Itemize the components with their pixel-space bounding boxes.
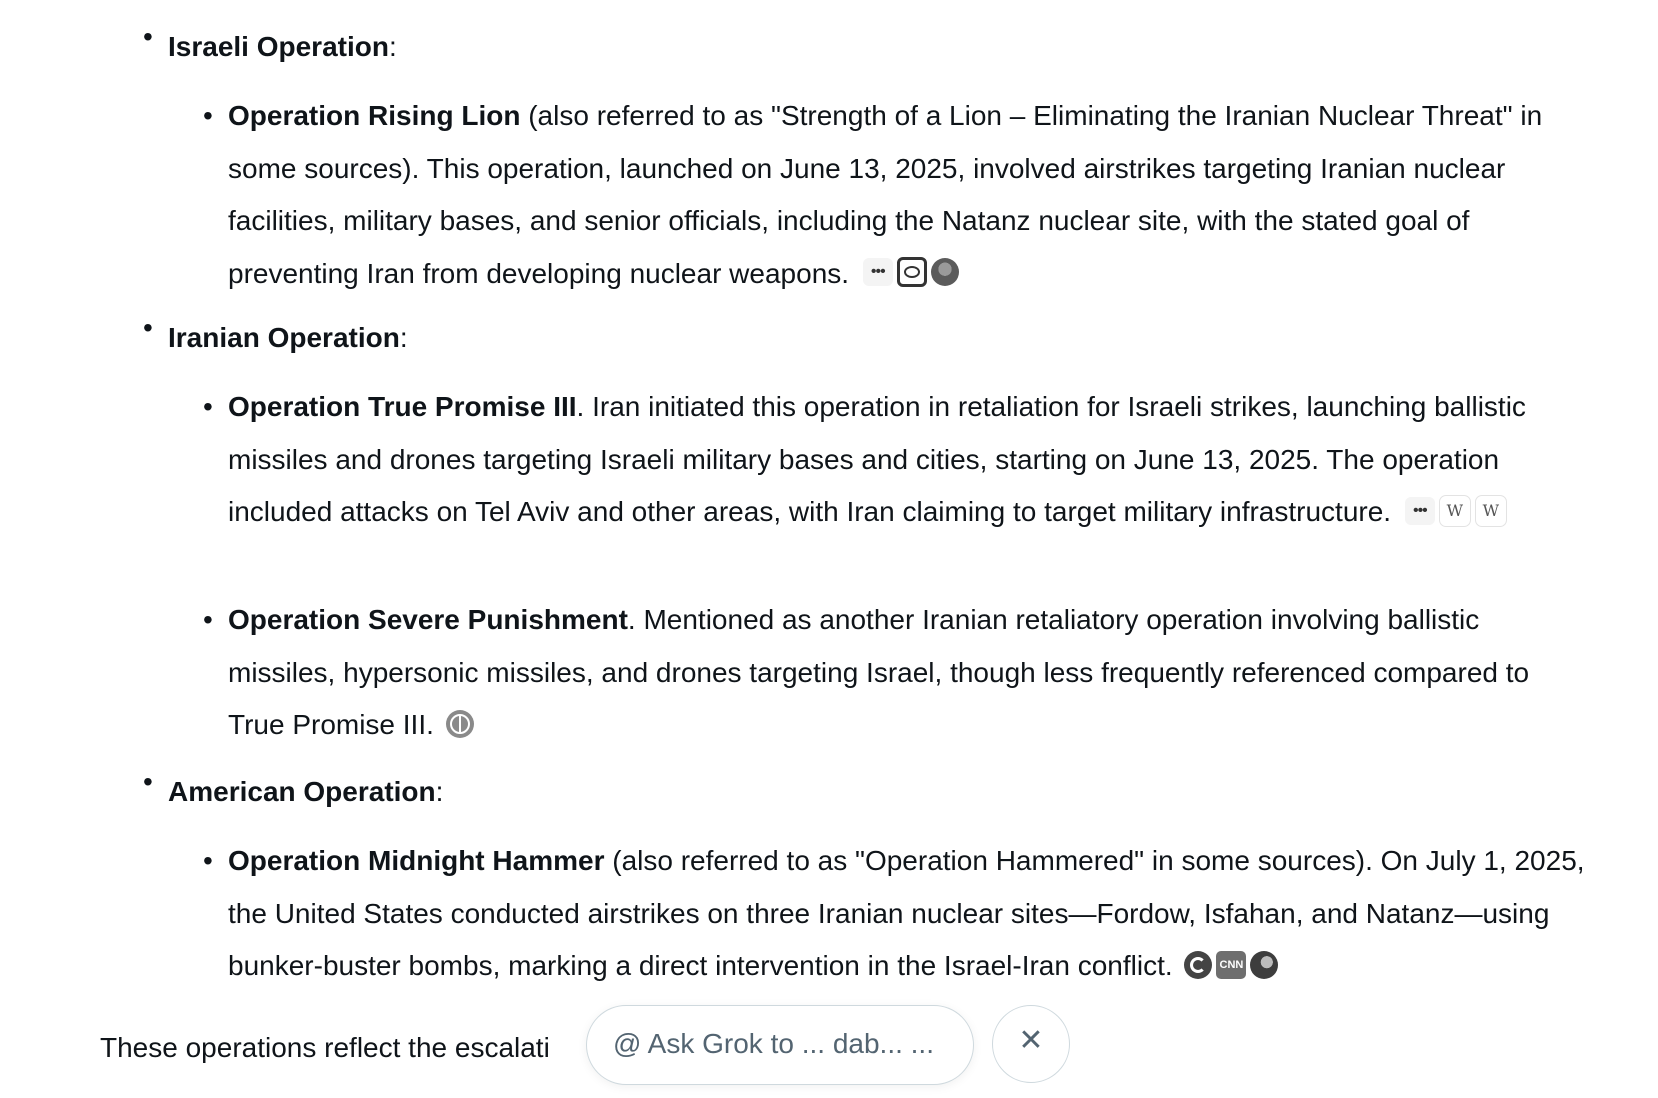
globe-icon[interactable] xyxy=(446,710,474,738)
bullet: • xyxy=(203,100,213,131)
operation-name: Operation Midnight Hammer xyxy=(228,845,605,876)
person-avatar-icon[interactable] xyxy=(931,258,959,286)
cbs-eye-icon[interactable] xyxy=(897,257,927,287)
list-item-severe-punishment xyxy=(0,594,1658,752)
operation-name: Operation Rising Lion xyxy=(228,100,521,131)
ask-grok-button[interactable] xyxy=(586,1005,974,1085)
list-item-midnight-hammer xyxy=(0,835,1658,993)
bullet: • xyxy=(203,845,213,876)
operation-description: (also referred to as "Operation Hammered" in some sources). On July 1, 2025, the United States conducted airstrikes on three Iranian nuclear sites—Fordow, Isfahan, and Natanz—using bunker-buster bombs, marking a direct intervention in the Israel-Iran conflict. xyxy=(228,845,1585,981)
section-title: American Operation xyxy=(168,776,436,807)
section-american: • American Operation: xyxy=(143,766,444,807)
section-israeli: • Israeli Operation: xyxy=(143,21,397,62)
bullet: • xyxy=(143,312,153,343)
more-citations-icon[interactable]: ••• xyxy=(863,258,893,286)
close-icon: ✕ xyxy=(1018,1024,1044,1057)
list-item-rising-lion xyxy=(0,90,1658,300)
cnn-logo-icon[interactable]: CNN xyxy=(1216,951,1246,979)
operation-name: Operation True Promise III xyxy=(228,391,577,422)
operation-description: (also referred to as "Strength of a Lion – Eliminating the Iranian Nuclear Threat" in some sources). This operation, launched on June 13, 2025, involved airstrikes targeting Iranian nuclear facilities, military bases, and senior officials, including the Natanz nuclear site, with the stated goal of preventing Iran from developing nuclear weapons. xyxy=(228,100,1543,289)
summary-paragraph-partial: These operations reflect the escalati xyxy=(100,1032,550,1063)
bullet: • xyxy=(143,766,153,797)
wikipedia-icon[interactable]: W xyxy=(1475,495,1507,527)
section-iranian: • Iranian Operation: xyxy=(143,312,408,353)
section-title: Iranian Operation xyxy=(168,322,400,353)
operation-description: . Iran initiated this operation in retaliation for Israeli strikes, launching ballistic missiles and drones targeting Israeli military bases and cities, starting on June 13, 2025. The operation included attacks on Tel Aviv and other areas, with Iran claiming to target military infrastructure. xyxy=(228,391,1526,527)
more-citations-icon[interactable]: ••• xyxy=(1405,497,1435,525)
close-button[interactable] xyxy=(992,1005,1070,1083)
operation-description: . Mentioned as another Iranian retaliatory operation involving ballistic missiles, hypersonic missiles, and drones targeting Israel, though less frequently referenced compared to True Promise III. xyxy=(228,604,1530,740)
wikipedia-icon[interactable]: W xyxy=(1439,495,1471,527)
bullet: • xyxy=(143,21,153,52)
operation-name: Operation Severe Punishment xyxy=(228,604,628,635)
bullet: • xyxy=(203,391,213,422)
ask-grok-label: @ Ask Grok to ... dab... ... xyxy=(613,1028,934,1059)
image-thumb-icon[interactable] xyxy=(1250,951,1278,979)
bullet: • xyxy=(203,604,213,635)
swirl-logo-icon[interactable] xyxy=(1184,951,1212,979)
section-title: Israeli Operation xyxy=(168,31,389,62)
list-item-true-promise xyxy=(0,381,1658,539)
